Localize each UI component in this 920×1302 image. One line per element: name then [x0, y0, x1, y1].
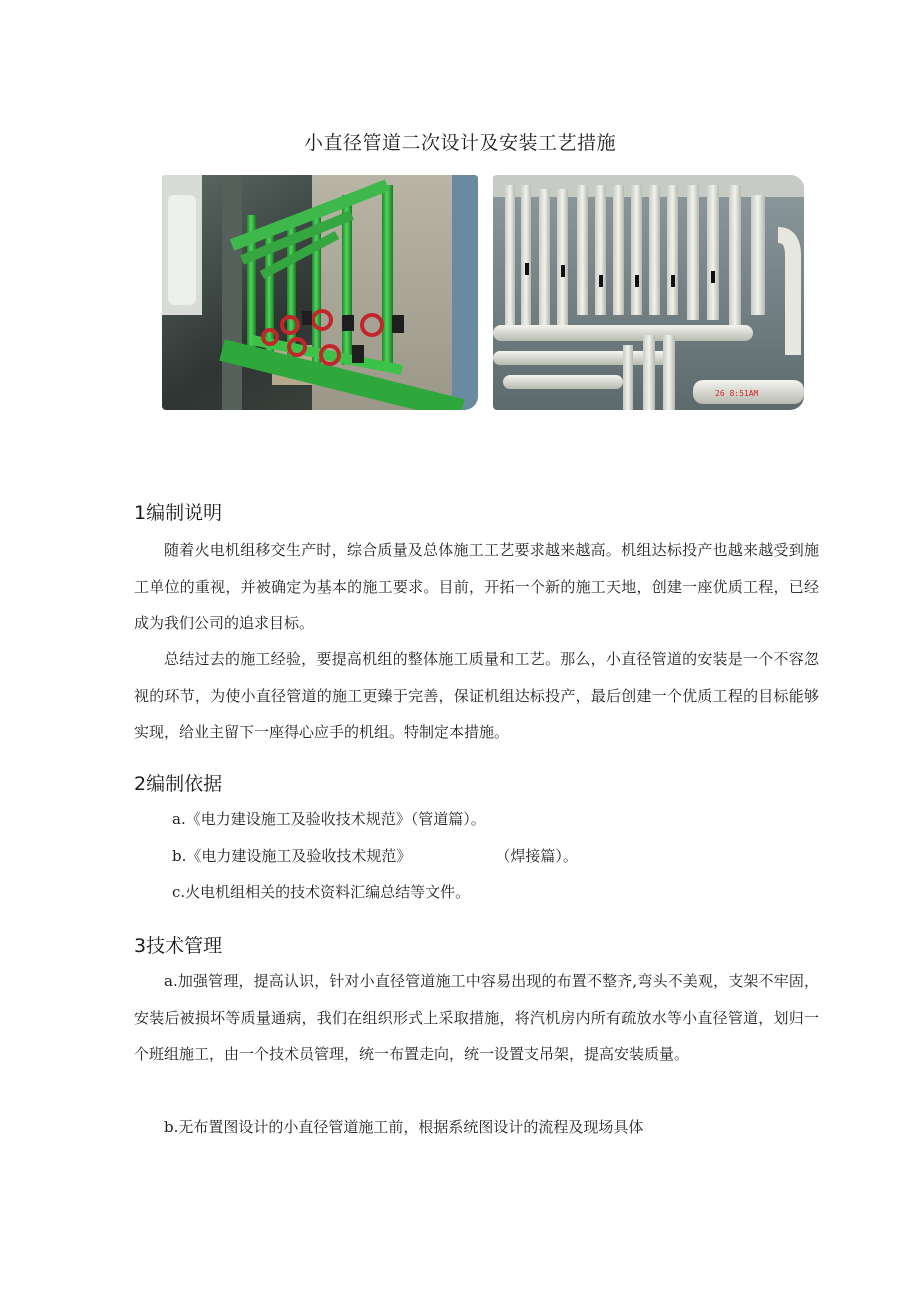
section-3-paragraph-b: b.无布置图设计的小直径管道施工前，根据系统图设计的流程及现场具体 — [164, 1118, 644, 1136]
section-heading-3: 3技术管理 — [134, 935, 223, 957]
reference-item-c: c.火电机组相关的技术资料汇编总结等文件。 — [172, 883, 471, 901]
reference-item-b-title: b.《电力建设施工及验收技术规范》 — [172, 847, 412, 865]
photo-green-pipes — [162, 175, 478, 410]
document-title: 小直径管道二次设计及安装工艺措施 — [303, 132, 616, 154]
reference-item-b-suffix: （焊接篇）。 — [495, 847, 578, 865]
section-heading-1: 1编制说明 — [134, 502, 223, 524]
photo-white-pipes — [493, 175, 804, 410]
photo-timestamp: 26 8:51AM — [715, 389, 759, 398]
reference-item-a: a.《电力建设施工及验收技术规范》（管道篇）。 — [172, 810, 486, 828]
section-1-paragraph-1: 随着火电机组移交生产时，综合质量及总体施工工艺要求越来越高。机组达标投产也越来越受到施工单位的重视，并被确定为基本的施工要求。目前，开拓一个新的施工天地，创建一座优质工程，已经成为我们公司的追求目标。 — [134, 541, 819, 632]
reference-item-b — [172, 845, 578, 866]
section-3-paragraph-a: a.加强管理，提高认识，针对小直径管道施工中容易出现的布置不整齐,弯头不美观，支架不牢固，安装后被损坏等质量通病，我们在组织形式上采取措施，将汽机房内所有疏放水等小直径管道，划归一个班组施工，由一个技术员管理，统一布置走向，统一设置支吊架，提高安装质量。 — [134, 972, 819, 1063]
section-heading-2: 2编制依据 — [134, 773, 223, 795]
section-1-paragraph-2: 总结过去的施工经验，要提高机组的整体施工质量和工艺。那么，小直径管道的安装是一个不容忽视的环节，为使小直径管道的施工更臻于完善，保证机组达标投产，最后创建一个优质工程的目标能够实现，给业主留下一座得心应手的机组。特制定本措施。 — [134, 650, 819, 741]
